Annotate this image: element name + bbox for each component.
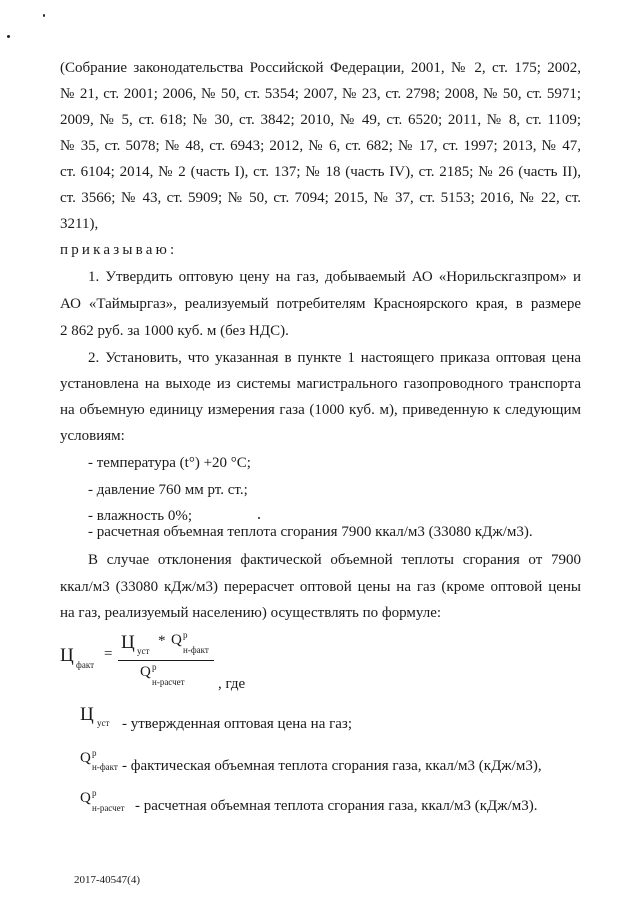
q-superscript: р: [183, 630, 188, 640]
text-line: В случае отклонения фактической объемной теплоты сгорания от 7900: [88, 552, 581, 568]
text-line: 2. Установить, что указанная в пункте 1 настоящего приказа оптовая цена: [88, 350, 581, 366]
text-line: 2009, № 5, ст. 618; № 30, ст. 3842; 2010, № 49, ст. 6520; 2011, № 8, ст. 1109;: [60, 112, 581, 128]
text-line: (Собрание законодательства Российской Федерации, 2001, № 2, ст. 175; 2002,: [60, 60, 581, 76]
text-line: условиям:: [60, 428, 125, 444]
price-symbol: Ц: [60, 645, 74, 666]
definition-text: - фактическая объемная теплота сгорания газа, ккал/м3 (кДж/м3),: [122, 758, 542, 774]
text-line: АО «Таймыргаз», реализуемый потребителям Красноярского края, в размере: [60, 296, 581, 312]
text-line: на объемную единицу измерения газа (1000 куб. м), приведенную к следующим: [60, 402, 581, 418]
definition-subscript: уст: [97, 718, 110, 728]
equals-sign: =: [104, 646, 113, 662]
order-word: приказываю:: [60, 242, 178, 258]
text-line: 1. Утвердить оптовую цену на газ, добываемый АО «Норильскгазпром» и: [88, 269, 581, 285]
text-line: ст. 3566; № 43, ст. 5909; № 50, ст. 7094; 2015, № 37, ст. 5153; 2016, № 22, ст.: [60, 190, 581, 206]
q-superscript: р: [152, 662, 157, 672]
numerator-price-symbol: Ц: [121, 632, 135, 653]
text-line: № 21, ст. 2001; 2006, № 50, ст. 5354; 2007, № 23, ст. 2798; 2008, № 50, ст. 5971;: [60, 86, 581, 102]
price-symbol: Ц: [80, 704, 94, 725]
calc-q-subscript: н-расчет: [152, 677, 185, 687]
definition-text: - расчетная объемная теплота сгорания газа, ккал/м3 (кДж/м3).: [135, 798, 538, 814]
q-symbol: Q: [80, 790, 91, 806]
q-symbol: Q: [80, 750, 91, 766]
text-line: ккал/м3 (33080 кДж/м3) перерасчет оптовой цены на газ (кроме оптовой цены: [60, 579, 581, 595]
text-line: на газ, реализуемый населению) осуществлять по формуле:: [60, 605, 442, 621]
text-line: ст. 6104; 2014, № 2 (часть I), ст. 137; № 18 (часть IV), ст. 2185; № 26 (часть II),: [60, 164, 581, 180]
q-superscript: р: [92, 748, 97, 758]
q-superscript: р: [92, 788, 97, 798]
condition-item: - расчетная объемная теплота сгорания 7900 ккал/м3 (33080 кДж/м3).: [88, 524, 533, 540]
fraction-bar: [118, 660, 214, 661]
definition-subscript: н-расчет: [92, 803, 125, 813]
set-subscript: уст: [137, 646, 150, 656]
denominator-q-symbol: Q: [140, 664, 151, 680]
scan-speck: [258, 517, 260, 519]
condition-item: - влажность 0%;: [88, 508, 193, 524]
document-number: 2017-40547(4): [74, 874, 140, 886]
definition-text: - утвержденная оптовая цена на газ;: [122, 716, 353, 732]
scan-speck: [43, 14, 45, 17]
where-text: , где: [218, 676, 246, 692]
multiply-sign: *: [158, 633, 166, 649]
text-line: 2 862 руб. за 1000 куб. м (без НДС).: [60, 323, 289, 339]
text-line: 3211),: [60, 216, 99, 232]
fact-subscript: факт: [76, 660, 95, 670]
fact-q-subscript: н-факт: [183, 645, 209, 655]
condition-item: - температура (t°) +20 °С;: [88, 455, 251, 471]
condition-item: - давление 760 мм рт. ст.;: [88, 482, 248, 498]
numerator-q-symbol: Q: [171, 632, 182, 648]
text-line: № 35, ст. 5078; № 48, ст. 6943; 2012, № 6, ст. 682; № 17, ст. 1997; 2013, № 47,: [60, 138, 581, 154]
text-line: установлена на выходе из системы магистрального газопроводного транспорта: [60, 376, 581, 392]
scan-speck: [7, 35, 10, 38]
definition-subscript: н-факт: [92, 762, 118, 772]
